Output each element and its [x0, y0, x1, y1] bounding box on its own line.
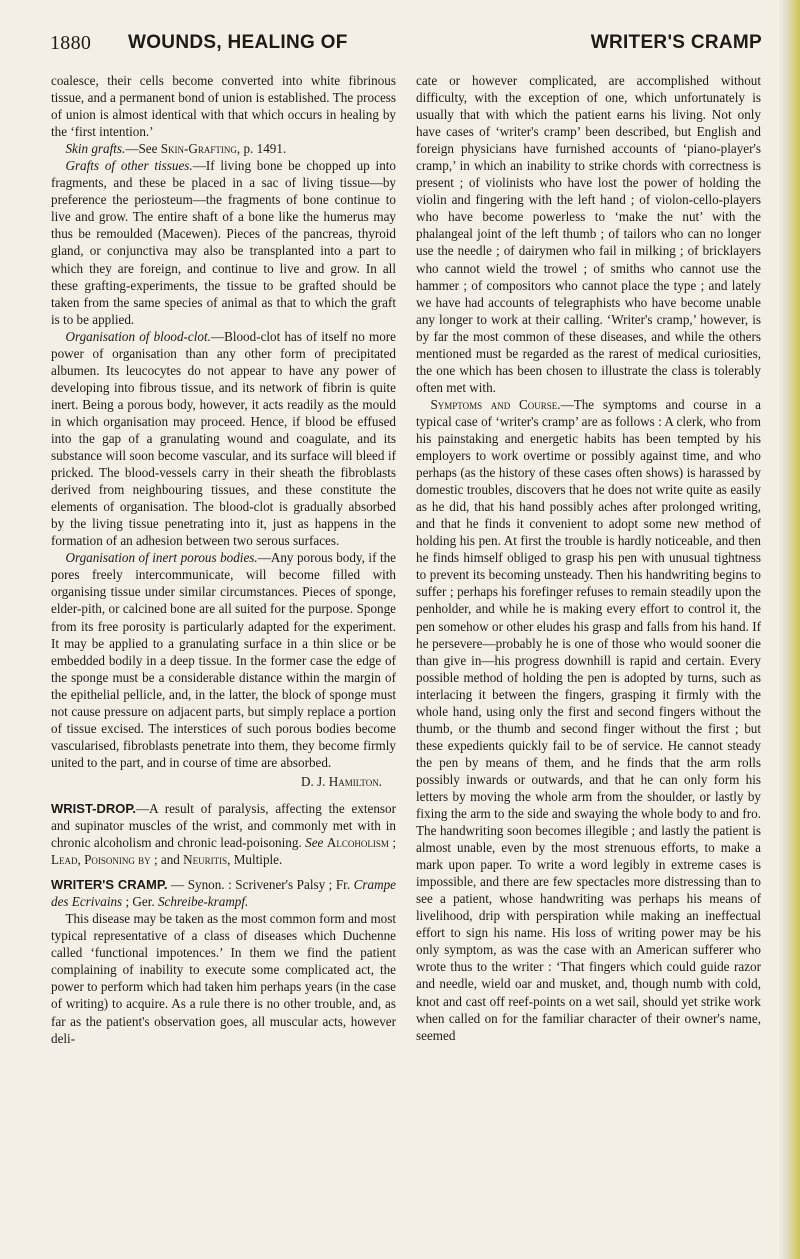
entry-wrist-drop: WRIST-DROP.—A result of paralysis, affecting the extensor and supinator muscles of the wrist, and commonly met with in chronic alcoholism and chronic lead-poisoning. See Alcoholism ; Lead, Poisoning by ; and Neuritis, Multiple.: [51, 800, 396, 868]
subheading: Skin grafts.: [65, 141, 126, 157]
running-header: [50, 32, 770, 62]
paragraph-skin-grafts: Skin grafts.—See Skin-Grafting, p. 1491.: [65, 141, 287, 157]
right-column: [416, 72, 761, 1044]
paragraph-symptoms: Symptoms and Course.—The symptoms and course in a typical case of ‘writer's cramp’ are as follows : A clerk, who from his painstaking and energetic habits has been tempted by his employers to work overtime or possibly against time, and who perhaps (as the history of these cases often shows) is harassed by domestic troubles, discovers that he does not write quite as easily as he did, that his hand possibly aches after prolonged writing, and that he finds it convenient to adopt some new method of holding his pen. At first the trouble is hardly noticeable, and then he finds himself obliged to grasp his pen with unusual tightness to prevent its becoming unsteady. Then his handwriting begins to suffer ; perhaps his forefinger refuses to remain steadily upon the penholder, and while he is making every effort to control it, the pen somehow or other eludes his grasp and falls from his hand. If he persevere—probably he is one of those who would sooner die than give in—his progress downhill is rapid and certain. Every possible method of holding the pen is adopted by turns, such as interlacing it between the fingers, grasping it firmly with the whole hand, using only the first and second fingers without the thumb, or the thumb and second finger without the first ; but these expedients quickly fail to be of service. He cannot steady the pen by means of them, and he finds that the arm rolls possibly inwards or outwards, and that he can only form his letters by moving the whole arm from the shoulder, or lastly by fixing the arm to the side and swaying the whole body to and fro. The handwriting soon becomes illegible ; and lastly the patient is almost unable, even by the most strenuous efforts, to make a mark upon paper. To write a word legibly in extreme cases is impossible, and there are few spectacles more distressing than to see a patient, whose handwriting was perhaps his means of livelihood, drip with perspiration while making an ineffectual effort to sign his name. His loss of writing power may be his only symptom, as was the case with an American sufferer who wrote thus to the writer : ‘That fingers which could guide razor and needle, wield oar and musket, and, though numb with cold, knot and cast off reef-points on a wet sail, should yet strike work when called on for the familiar character of their owner's name, seemed: [416, 396, 761, 1043]
author-signature: D. J. Hamilton.: [300, 773, 382, 789]
paragraph-grafts-other-tissues: Grafts of other tissues.—If living bone be chopped up into fragments, and these be placed in a sac of living tissue—by preference the periosteum—the fragments of bone continue to live and grow. The entire shaft of a bone like the humerus may thus be remoulded (Macewen). Pieces of the pancreas, thyroid gland, or conjunctiva may also be transplanted into a part to which they are foreign, and continue to live and grow. In all these grafting-experiments, the tissue to be grafted should be taken from the same species of animal as that to which the graft is to be applied.: [51, 158, 396, 327]
page-edge-shadow: [778, 0, 800, 1259]
header-right-title: WRITER'S CRAMP: [590, 32, 762, 53]
paragraph-porous-bodies: Organisation of inert porous bodies.—Any porous body, if the pores freely intercommunicate, will become filled with organising tissue under similar circumstances. Pieces of sponge, elder-pith, or calcined bone are all suited for the purpose. Sponge from its free porosity is particularly adapted for the experiment. It may be applied to a granulating surface in a thin slice or be embedded bodily in a deep tissue. In the former case the edge of the sponge must be a considerable distance within the margin of the epithelial pellicle, and, in the latter, the block of sponge must not cause pressure on adjacent parts, but simply replace a portion of tissue excised. The interstices of such porous bodies become vascularised, fibroblasts penetrate into them, they become firmly united to the part, and in course of time are absorbed.: [51, 550, 396, 770]
header-left-title: WOUNDS, HEALING OF: [128, 32, 348, 53]
cross-reference: Lead, Poisoning by: [51, 852, 151, 868]
entry-headword: WRIST-DROP.: [51, 800, 136, 816]
cross-reference: Skin-Grafting: [160, 141, 237, 157]
cross-reference: Alcoholism: [326, 835, 389, 851]
paragraph: This disease may be taken as the most common form and most typical representative of a class of diseases which Duchenne called ‘functional impotences.’ In them we find the patient complaining of inability to execute some complicated act, the power to perform which had taken him perhaps years (in the case of writing) to acquire. As a rule there is no other trouble, and, as far as the patient's observation goes, all muscular acts, however deli-: [51, 911, 396, 1046]
subheading: Symptoms and Course.: [430, 396, 561, 412]
subheading: Organisation of inert porous bodies.: [65, 550, 258, 566]
cross-reference: Neuritis: [183, 852, 228, 868]
subheading: Grafts of other tissues.: [65, 158, 193, 174]
left-column: [51, 72, 396, 1047]
paragraph: coalesce, their cells become converted into white fibrinous tissue, and a permanent bond of union is established. The process of union is almost identical with that which occurs in healing by the ‘first intention.’: [51, 73, 396, 140]
paragraph-blood-clot: Organisation of blood-clot.—Blood-clot has of itself no more power of organisation than any other form of precipitated albumen. Its leucocytes do not appear to have any power of developing into fibrous tissue, and its network of fibrin is quite inert. Being a porous body, however, it acts readily as the mould in which organisation may proceed. Hence, if blood be effused into the gap of a granulating wound and coagulate, and its substance will soon become vascular, and its surface will bleed if pricked. The blood-vessels carry in their sheath the fibroblasts derived from neighbouring tissues, and these constitute the elements of organisation. The blood-clot is gradually absorbed by the living tissue penetrating into it, just as happens in the formation of an adhesion between two serous surfaces.: [51, 328, 396, 549]
subheading: Organisation of blood-clot.: [65, 328, 211, 344]
page-number: 1880: [50, 32, 92, 54]
entry-headword: WRITER'S CRAMP.: [51, 877, 168, 893]
entry-writers-cramp: WRITER'S CRAMP. — Synon. : Scrivener's Palsy ; Fr. Crampe des Ecrivains ; Ger. Schreibe-krampf.: [51, 877, 396, 910]
paragraph: cate or however complicated, are accomplished without difficulty, with the exception of one, which unfortunately is usually that with which the patient earns his living. Not only have cases of ‘writer's cramp’ been described, but English and foreign physicians have furnished accounts of ‘piano-player's cramp,’ in which an inability to strike chords with correctness is present ; of violinists who have lost the power of holding the violin and fingering with the left hand ; of violon-cello-players who have become powerless to ‘make the nut’ with the phalangeal joint of the left thumb ; of tailors who can no longer use the needle ; of dairymen who fail in milking ; of bricklayers who cannot wield the trowel ; of smiths who cannot use the hammer ; of compositors who cannot place the type ; and lately we have had accounts of telegraphists who have become unable any longer to work at their calling. ‘Writer's cramp,’ however, is by far the most common of these diseases, and while the others mentioned must be regarded as the rarest of medical curiosities, the one which has been chosen to illustrate the class is tolerably often met with.: [416, 73, 761, 395]
